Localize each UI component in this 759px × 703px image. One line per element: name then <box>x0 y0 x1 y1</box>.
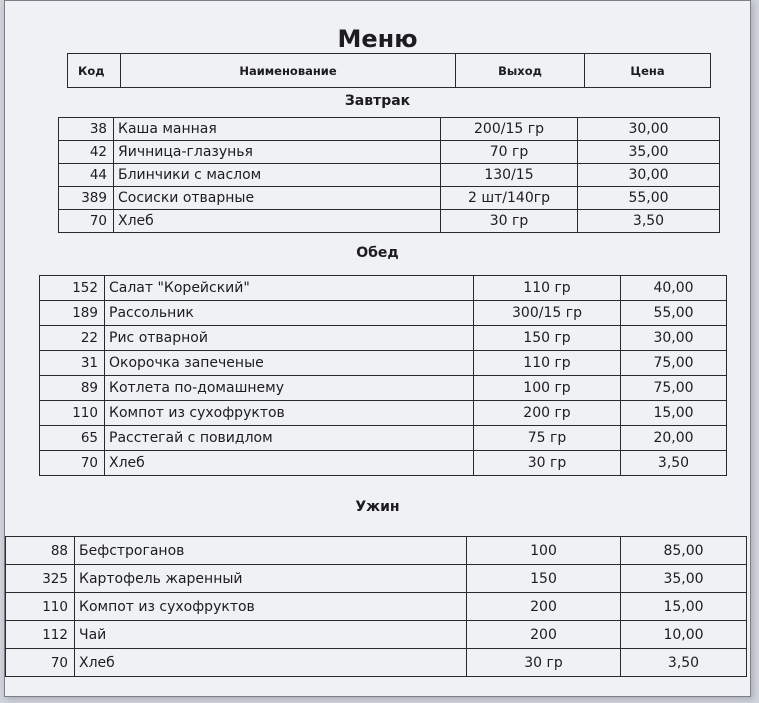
cell-name: Сосиски отварные <box>114 187 441 210</box>
menu-row <box>59 118 720 141</box>
cell-price: 10,00 <box>621 621 747 649</box>
cell-yield: 110 гр <box>474 276 621 301</box>
cell-yield: 30 гр <box>467 649 621 677</box>
cell-code: 44 <box>59 164 114 187</box>
menu-row <box>40 301 727 326</box>
cell-name: Блинчики с маслом <box>114 164 441 187</box>
page-title: Меню <box>337 25 418 53</box>
cell-price: 3,50 <box>578 210 720 233</box>
cell-price: 40,00 <box>621 276 727 301</box>
menu-row <box>6 621 747 649</box>
menu-row <box>6 649 747 677</box>
cell-name: Расстегай с повидлом <box>105 426 474 451</box>
cell-code: 70 <box>40 451 105 476</box>
menu-row <box>40 376 727 401</box>
cell-name: Хлеб <box>114 210 441 233</box>
cell-price: 85,00 <box>621 537 747 565</box>
cell-yield: 75 гр <box>474 426 621 451</box>
header-code: Код <box>68 54 121 88</box>
column-header-table <box>67 53 711 88</box>
cell-price: 20,00 <box>621 426 727 451</box>
cell-yield: 300/15 гр <box>474 301 621 326</box>
cell-code: 70 <box>6 649 75 677</box>
cell-yield: 2 шт/140гр <box>441 187 578 210</box>
menu-row <box>59 210 720 233</box>
cell-price: 3,50 <box>621 649 747 677</box>
cell-yield: 100 <box>467 537 621 565</box>
dinner-table <box>5 536 747 677</box>
section-title-dinner: Ужин <box>355 499 400 515</box>
cell-code: 325 <box>6 565 75 593</box>
cell-yield: 200 гр <box>474 401 621 426</box>
cell-code: 110 <box>40 401 105 426</box>
cell-price: 30,00 <box>578 118 720 141</box>
cell-name: Бефстроганов <box>75 537 467 565</box>
breakfast-table <box>58 117 720 233</box>
cell-code: 152 <box>40 276 105 301</box>
cell-price: 75,00 <box>621 376 727 401</box>
cell-yield: 200 <box>467 593 621 621</box>
menu-sheet <box>4 0 751 697</box>
dinner-rows <box>6 537 747 677</box>
cell-name: Рассольник <box>105 301 474 326</box>
menu-row <box>40 451 727 476</box>
cell-price: 15,00 <box>621 593 747 621</box>
header-name: Наименование <box>121 54 456 88</box>
cell-yield: 110 гр <box>474 351 621 376</box>
cell-yield: 150 <box>467 565 621 593</box>
cell-price: 55,00 <box>578 187 720 210</box>
cell-yield: 70 гр <box>441 141 578 164</box>
cell-name: Каша манная <box>114 118 441 141</box>
menu-row <box>6 537 747 565</box>
cell-name: Яичница-глазунья <box>114 141 441 164</box>
cell-code: 22 <box>40 326 105 351</box>
cell-yield: 150 гр <box>474 326 621 351</box>
cell-code: 189 <box>40 301 105 326</box>
cell-code: 88 <box>6 537 75 565</box>
cell-price: 35,00 <box>621 565 747 593</box>
section-title-lunch: Обед <box>356 245 399 261</box>
cell-price: 15,00 <box>621 401 727 426</box>
cell-code: 89 <box>40 376 105 401</box>
cell-price: 30,00 <box>621 326 727 351</box>
cell-yield: 200 <box>467 621 621 649</box>
cell-code: 112 <box>6 621 75 649</box>
cell-code: 65 <box>40 426 105 451</box>
cell-name: Хлеб <box>105 451 474 476</box>
menu-row <box>40 401 727 426</box>
cell-code: 70 <box>59 210 114 233</box>
lunch-table <box>39 275 727 476</box>
menu-row <box>59 164 720 187</box>
cell-yield: 30 гр <box>474 451 621 476</box>
cell-code: 110 <box>6 593 75 621</box>
cell-price: 75,00 <box>621 351 727 376</box>
cell-name: Чай <box>75 621 467 649</box>
cell-yield: 200/15 гр <box>441 118 578 141</box>
cell-yield: 30 гр <box>441 210 578 233</box>
cell-name: Рис отварной <box>105 326 474 351</box>
cell-name: Салат "Корейский" <box>105 276 474 301</box>
cell-price: 30,00 <box>578 164 720 187</box>
cell-price: 55,00 <box>621 301 727 326</box>
cell-name: Котлета по-домашнему <box>105 376 474 401</box>
section-title-breakfast: Завтрак <box>344 93 411 109</box>
cell-name: Компот из сухофруктов <box>105 401 474 426</box>
cell-code: 42 <box>59 141 114 164</box>
cell-yield: 100 гр <box>474 376 621 401</box>
menu-row <box>40 276 727 301</box>
menu-row <box>6 593 747 621</box>
menu-row <box>59 141 720 164</box>
cell-code: 31 <box>40 351 105 376</box>
menu-row <box>40 326 727 351</box>
cell-code: 38 <box>59 118 114 141</box>
cell-yield: 130/15 <box>441 164 578 187</box>
cell-name: Компот из сухофруктов <box>75 593 467 621</box>
menu-row <box>6 565 747 593</box>
lunch-rows <box>40 276 727 476</box>
cell-name: Окорочка запеченые <box>105 351 474 376</box>
menu-row <box>59 187 720 210</box>
cell-name: Хлеб <box>75 649 467 677</box>
menu-row <box>40 351 727 376</box>
menu-row <box>40 426 727 451</box>
breakfast-rows <box>59 118 720 233</box>
cell-code: 389 <box>59 187 114 210</box>
cell-price: 3,50 <box>621 451 727 476</box>
header-price: Цена <box>585 54 711 88</box>
cell-name: Картофель жаренный <box>75 565 467 593</box>
cell-price: 35,00 <box>578 141 720 164</box>
header-yield: Выход <box>456 54 585 88</box>
